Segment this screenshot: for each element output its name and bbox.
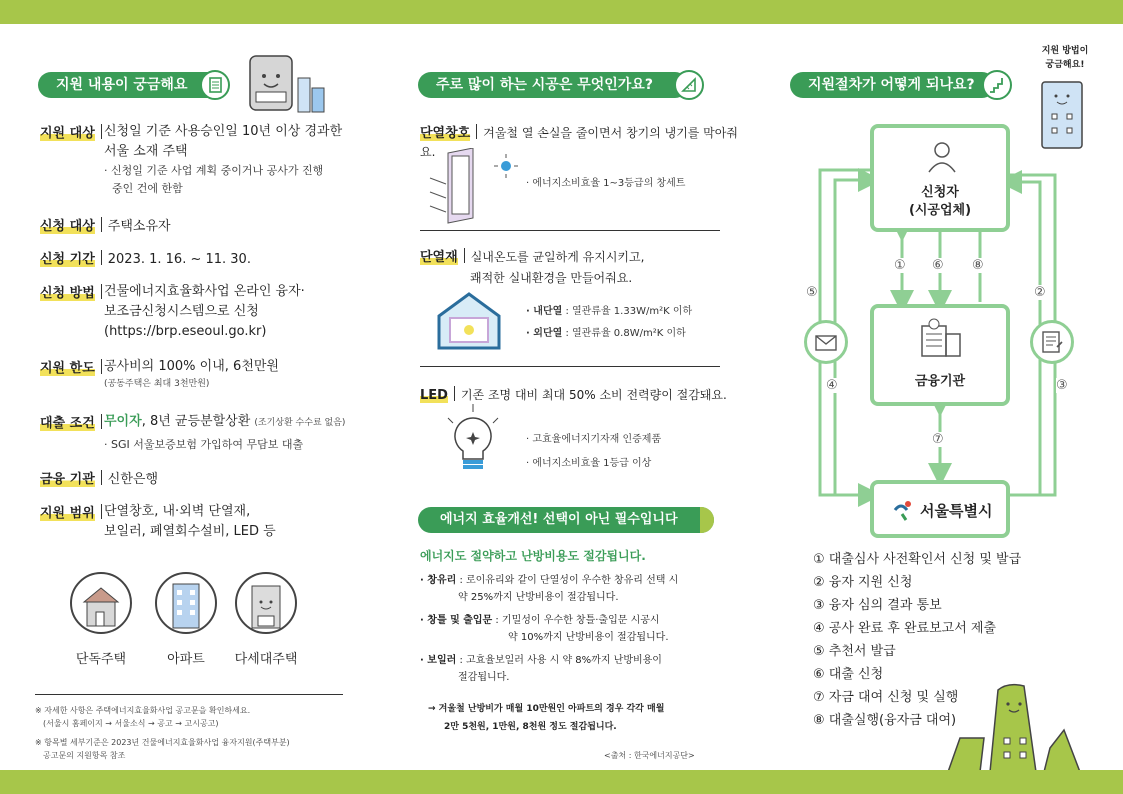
detail-text: 건물에너지효율화사업 온라인 융자· <box>104 284 305 299</box>
apartment-icon <box>157 574 215 632</box>
process-step: ⑦ 자금 대여 신청 및 실행 <box>813 690 959 705</box>
item-label: 단열창호 <box>420 126 471 141</box>
document-circle <box>1030 320 1074 364</box>
light-bulb-icon <box>438 404 508 478</box>
bank-building-icon <box>916 318 966 358</box>
source-note: <출처 : 한국에너지공단> <box>604 751 695 760</box>
item-desc: 기존 조명 대비 최대 50% 소비 전력량이 절감돼요. <box>460 388 727 402</box>
envelope-icon <box>807 323 845 361</box>
insulation-spec-outer: · 외단열 : 열관류율 0.8W/m²K 이하 <box>526 328 686 339</box>
process-step: ⑧ 대출실행(융자금 대여) <box>813 713 957 728</box>
item-desc: 실내온도를 균일하게 유지시키고, <box>470 250 645 264</box>
seoul-logo-icon <box>892 498 916 522</box>
insulation-section <box>420 246 740 286</box>
detail-label: 신청 대상 <box>40 219 95 234</box>
item-desc: 쾌적한 실내환경을 만들어줘요. <box>470 271 633 285</box>
footnote: ※ 자세한 사항은 주택에너지효율화사업 공고문을 확인하세요. <box>35 706 251 715</box>
process-step: ② 융자 지원 신청 <box>813 575 913 590</box>
house-label: 아파트 <box>167 652 205 667</box>
savings-item: · 창틀 및 출입문 : 기밀성이 우수한 창틀·출입문 시공시 <box>420 615 660 626</box>
flow-number: ⑤ <box>806 285 818 300</box>
insulation-spec-inner: · 내단열 : 열관류율 1.33W/m²K 이하 <box>526 306 693 317</box>
process-step: ⑤ 추천서 발급 <box>813 644 896 659</box>
interest-free-text: 무이자 <box>104 414 142 429</box>
item-spec: · 고효율에너지기자재 인증제품 <box>526 434 662 445</box>
savings-subheading: 에너지도 절약하고 난방비용도 절감됩니다. <box>420 549 646 563</box>
item-spec: · 에너지소비효율 1등급 이상 <box>526 458 652 469</box>
divider <box>35 694 343 695</box>
banner-cap <box>700 507 714 533</box>
detail-bank <box>40 468 158 490</box>
detail-text: 2023. 1. 16. ~ 11. 30. <box>107 252 251 267</box>
detail-note: · 신청일 기준 사업 계획 중이거나 공사가 진행 <box>104 164 324 177</box>
bubble-text: 지원 방법이 <box>1041 46 1089 56</box>
window-illustration <box>428 148 528 224</box>
middle-heading: 주로 많이 하는 시공은 무엇인가요? <box>418 72 688 98</box>
detail-applicant <box>40 215 171 237</box>
led-section <box>420 384 740 403</box>
applicant-label: (시공업체) <box>908 203 972 218</box>
footnote: 공고문의 지원항목 참조 <box>43 751 126 760</box>
detail-note: 중인 건에 한함 <box>112 182 183 195</box>
bank-box <box>870 304 1010 406</box>
bank-label: 금융기관 <box>914 374 966 389</box>
savings-conclusion: → 겨울철 난방비가 매월 10만원인 아파트의 경우 각각 매월 2만 5천원, 1만원, 8천원 정도 절감됩니다. <box>428 704 665 732</box>
mascot-reading-illustration <box>240 48 330 114</box>
savings-item: 약 10%까지 난방비용이 절감됩니다. <box>508 632 669 643</box>
item-spec: · 에너지소비효율 1~3등급의 창세트 <box>526 178 686 189</box>
process-step: ③ 융자 심의 결과 통보 <box>813 598 942 613</box>
detail-label: 지원 범위 <box>40 506 95 521</box>
detail-label: 금융 기관 <box>40 472 95 487</box>
process-step: ④ 공사 완료 후 완료보고서 제출 <box>813 621 997 636</box>
house-label: 단독주택 <box>75 652 127 667</box>
detail-label: 지원 대상 <box>40 126 95 141</box>
flow-number: ⑥ <box>932 258 944 273</box>
house-circle <box>70 572 132 634</box>
stairs-icon <box>982 70 1012 100</box>
detail-text: 단열창호, 내·외벽 단열재, <box>104 504 251 519</box>
green-buildings-illustration <box>940 680 1120 772</box>
detail-label: 지원 한도 <box>40 361 95 376</box>
detail-text: 보일러, 폐열회수설비, LED 등 <box>104 524 276 539</box>
detached-house-icon <box>72 574 130 632</box>
divider <box>420 366 720 367</box>
detail-label: 신청 방법 <box>40 286 95 301</box>
flow-number: ③ <box>1056 378 1068 393</box>
footnote: ※ 항목별 세부기준은 2023년 건물에너지효율화사업 융자지원(주택부분) <box>35 738 290 747</box>
detail-period <box>40 248 251 270</box>
seoul-label: 서울특별시 <box>920 502 993 520</box>
savings-item: 약 25%까지 난방비용이 절감됩니다. <box>458 592 619 603</box>
item-label: LED <box>420 388 448 403</box>
right-heading: 지원절차가 어떻게 되나요? <box>790 72 995 98</box>
document-icon <box>200 70 230 100</box>
detail-target <box>40 122 350 195</box>
ruler-icon <box>674 70 704 100</box>
left-heading: 지원 내용이 궁금해요 <box>38 72 223 98</box>
divider <box>420 230 720 231</box>
detail-text: 보조금신청시스템으로 신청 <box>104 304 259 319</box>
bottom-band <box>0 770 1123 794</box>
detail-label: 신청 기간 <box>40 252 95 267</box>
detail-url: (https://brp.eseoul.go.kr) <box>104 324 267 339</box>
person-icon <box>924 138 960 174</box>
detail-note: (공동주택은 최대 3천만원) <box>104 379 210 389</box>
footnotes <box>35 704 355 762</box>
applicant-box <box>870 124 1010 232</box>
detail-text: 신한은행 <box>107 472 158 487</box>
envelope-circle <box>804 320 848 364</box>
item-label: 단열재 <box>420 250 458 265</box>
process-step: ① 대출심사 사전확인서 신청 및 발급 <box>813 552 1022 567</box>
detail-text: 서울 소재 주택 <box>104 144 188 159</box>
multi-family-house-icon <box>237 574 295 632</box>
detail-note: (조기상환 수수료 없음) <box>254 418 346 428</box>
detail-text: , 8년 균등분할상환 <box>141 414 251 429</box>
flow-number: ① <box>894 258 906 273</box>
detail-note: · SGI 서울보증보험 가입하여 무담보 대출 <box>104 438 304 451</box>
detail-text: 신청일 기준 사용승인일 10년 이상 경과한 <box>104 124 343 139</box>
seoul-box <box>870 480 1010 538</box>
detail-loan <box>40 412 350 451</box>
detail-text: 공사비의 100% 이내, 6천만원 <box>104 359 279 374</box>
savings-item: · 창유리 : 로이유리와 같이 단열성이 우수한 창유리 선택 시 <box>420 575 679 586</box>
detail-method <box>40 282 350 339</box>
savings-list <box>420 572 720 686</box>
footnote: (서울시 홈페이지 → 서울소식 → 공고 → 고시공고) <box>43 719 219 728</box>
detail-scope <box>40 502 350 539</box>
detail-label: 대출 조건 <box>40 416 95 431</box>
flow-number: ⑧ <box>972 258 984 273</box>
savings-item: · 보일러 : 고효율보일러 사용 시 약 8%까지 난방비용이 <box>420 655 662 666</box>
detail-text: 주택소유자 <box>107 219 171 234</box>
insulated-house-illustration <box>434 290 504 352</box>
flow-number: ④ <box>826 378 838 393</box>
savings-item: 절감됩니다. <box>458 672 510 683</box>
speech-bubble <box>1030 44 1100 72</box>
process-step: ⑥ 대출 신청 <box>813 667 884 682</box>
multi-family-circle <box>235 572 297 634</box>
item-desc: 겨울철 열 손실을 줄이면서 창기의 냉기를 막아줘요. <box>420 126 738 159</box>
top-band <box>0 0 1123 24</box>
efficiency-banner: 에너지 효율개선! 선택이 아닌 필수입니다 <box>418 507 714 533</box>
flow-number: ⑦ <box>932 432 944 447</box>
apartment-circle <box>155 572 217 634</box>
flow-number: ② <box>1034 285 1046 300</box>
form-document-icon <box>1033 323 1071 361</box>
bubble-text: 궁금해요! <box>1045 60 1085 70</box>
house-label: 다세대주택 <box>234 652 298 667</box>
detail-limit <box>40 357 350 389</box>
applicant-label: 신청자 <box>921 185 959 200</box>
